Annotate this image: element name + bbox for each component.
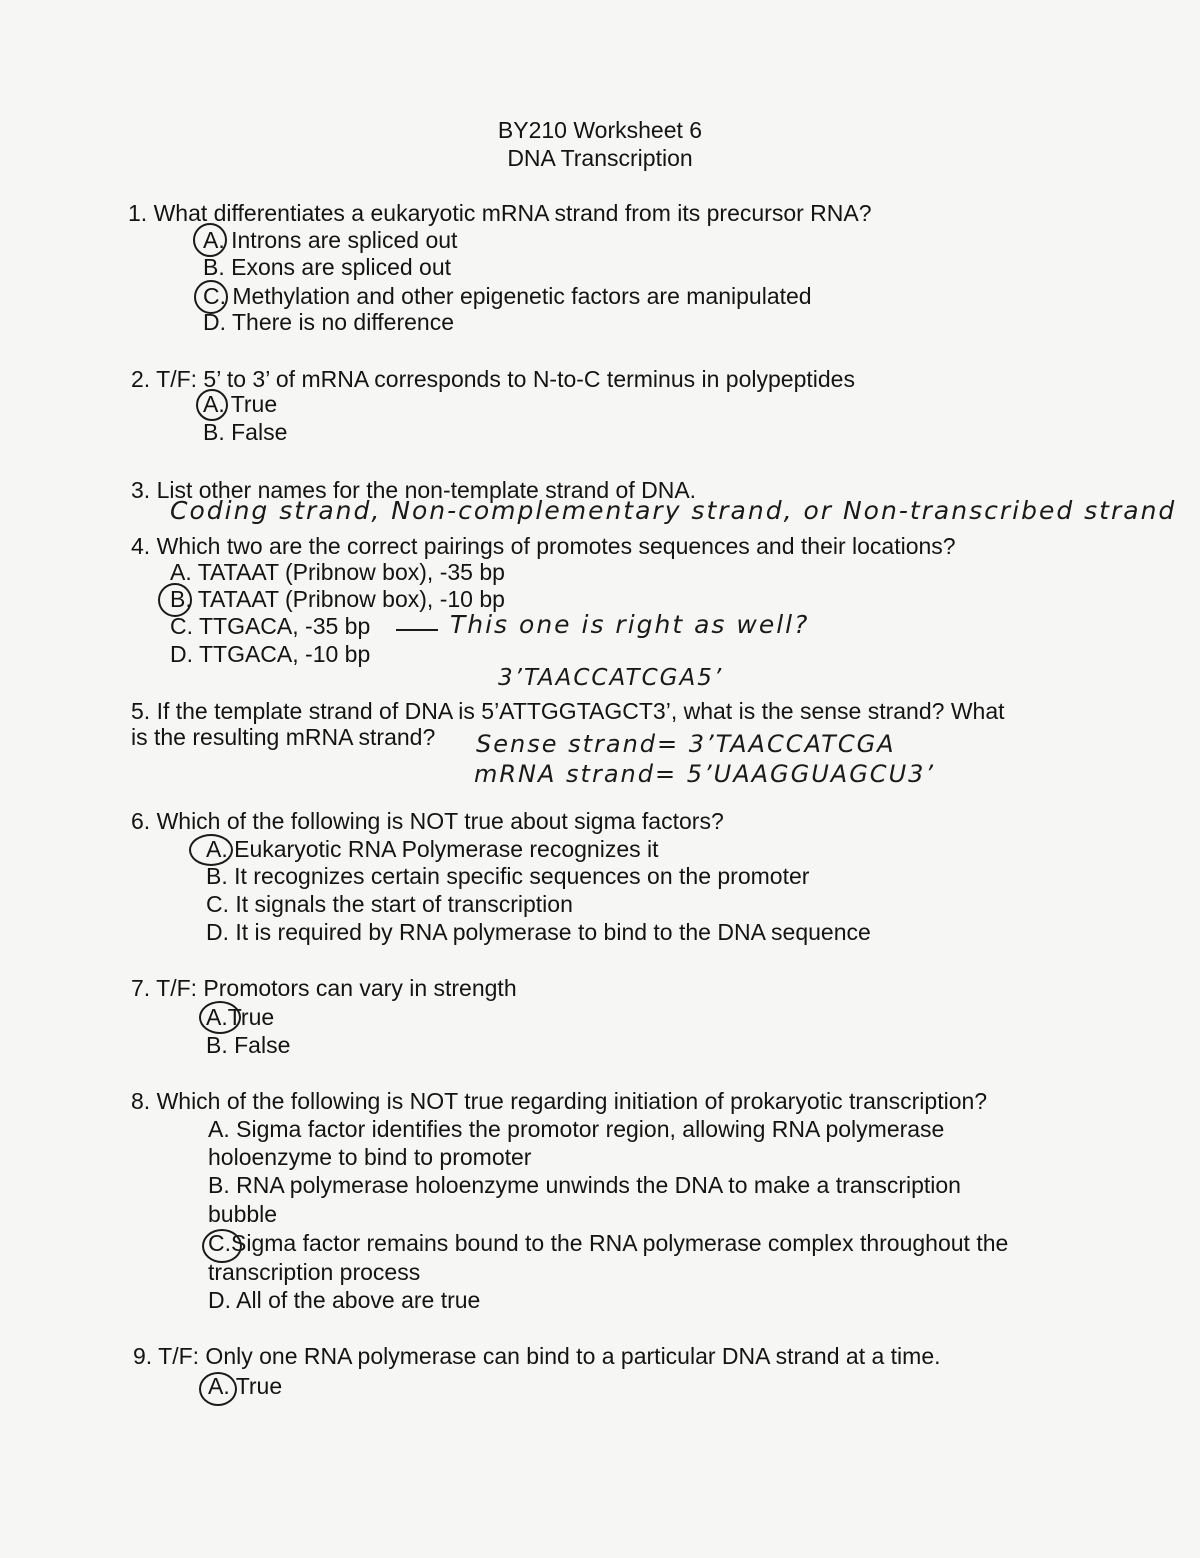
q2-option-b: B. False xyxy=(203,419,288,445)
q4-answer-circle-b xyxy=(158,583,192,617)
q6-option-c: C. It signals the start of transcription xyxy=(206,891,573,917)
q3-question: 3. List other names for the non-template strand of DNA. xyxy=(131,477,697,503)
q1-answer-circle-a xyxy=(193,223,227,257)
q8-option-a-line1: A. Sigma factor identifies the promotor region, allowing RNA polymerase xyxy=(208,1116,945,1142)
q4-option-b: B. TATAAT (Pribnow box), -10 bp xyxy=(170,586,505,612)
q7-question: 7. T/F: Promotors can vary in strength xyxy=(131,975,517,1001)
q9-question: 9. T/F: Only one RNA polymerase can bind to a particular DNA strand at a time. xyxy=(133,1343,941,1369)
q7-option-a: A.True xyxy=(206,1004,275,1030)
q8-option-b-line2: bubble xyxy=(208,1201,278,1227)
q7-option-b: B. False xyxy=(206,1032,291,1058)
q5-sense-strand-answer: Sense strand= 3’TAACCATCGA xyxy=(476,730,896,758)
q7-answer-circle-a xyxy=(199,1001,241,1034)
q6-question: 6. Which of the following is NOT true about sigma factors? xyxy=(131,808,724,834)
q1-option-c: C. Methylation and other epigenetic factors are manipulated xyxy=(203,283,812,309)
q3-handwritten-answer: Coding strand, Non-complementary strand, or Non-transcribed strand xyxy=(170,496,1177,525)
q5-question-line1: 5. If the template strand of DNA is 5’ATTGGTAGCT3’, what is the sense strand? What xyxy=(131,698,1005,724)
q6-answer-circle-a xyxy=(189,834,233,866)
q2-answer-circle-a xyxy=(196,389,228,421)
q4-option-c: C. TTGACA, -35 bp xyxy=(170,613,371,639)
q4-question: 4. Which two are the correct pairings of promotes sequences and their locations? xyxy=(131,533,956,559)
q8-question: 8. Which of the following is NOT true regarding initiation of prokaryotic transcription? xyxy=(131,1088,988,1114)
q8-option-d: D. All of the above are true xyxy=(208,1287,481,1313)
q8-option-c-line1: C.Sigma factor remains bound to the RNA polymerase complex throughout the xyxy=(208,1230,1009,1256)
q8-answer-circle-c xyxy=(202,1229,242,1263)
q8-option-a-line2: holoenzyme to bind to promoter xyxy=(208,1144,532,1170)
q9-answer-circle-a xyxy=(199,1372,237,1406)
q6-option-b: B. It recognizes certain specific sequences on the promoter xyxy=(206,863,810,889)
worksheet-title: BY210 Worksheet 6 xyxy=(497,117,703,143)
q9-option-a: A. True xyxy=(208,1373,283,1399)
q8-option-c-line2: transcription process xyxy=(208,1259,421,1285)
q5-scribble: 3’TAACCATCGA5’ xyxy=(498,665,724,691)
q1-question: 1. What differentiates a eukaryotic mRNA strand from its precursor RNA? xyxy=(128,200,872,226)
q2-question: 2. T/F: 5’ to 3’ of mRNA corresponds to N-to-C terminus in polypeptides xyxy=(131,366,855,392)
q5-mrna-strand-answer: mRNA strand= 5’UAAGGUAGCU3’ xyxy=(474,760,936,788)
q6-option-a: A. Eukaryotic RNA Polymerase recognizes it xyxy=(206,836,659,862)
q1-option-a: A. Introns are spliced out xyxy=(203,227,458,253)
q2-option-a: A. True xyxy=(203,391,278,417)
q4-option-d: D. TTGACA, -10 bp xyxy=(170,641,371,667)
q1-option-d: D. There is no difference xyxy=(203,309,455,335)
q1-answer-circle-c xyxy=(194,280,228,314)
q4-option-a: A. TATAAT (Pribnow box), -35 bp xyxy=(170,559,505,585)
q6-option-d: D. It is required by RNA polymerase to bind to the DNA sequence xyxy=(206,919,871,945)
q4-handwritten-note: This one is right as well? xyxy=(450,610,810,639)
q1-option-b: B. Exons are spliced out xyxy=(203,254,452,280)
q5-question-line2: is the resulting mRNA strand? xyxy=(131,724,436,750)
worksheet-subtitle: DNA Transcription xyxy=(507,145,693,171)
q4-note-arrow xyxy=(396,629,438,631)
q8-option-b-line1: B. RNA polymerase holoenzyme unwinds the DNA to make a transcription xyxy=(208,1172,961,1198)
